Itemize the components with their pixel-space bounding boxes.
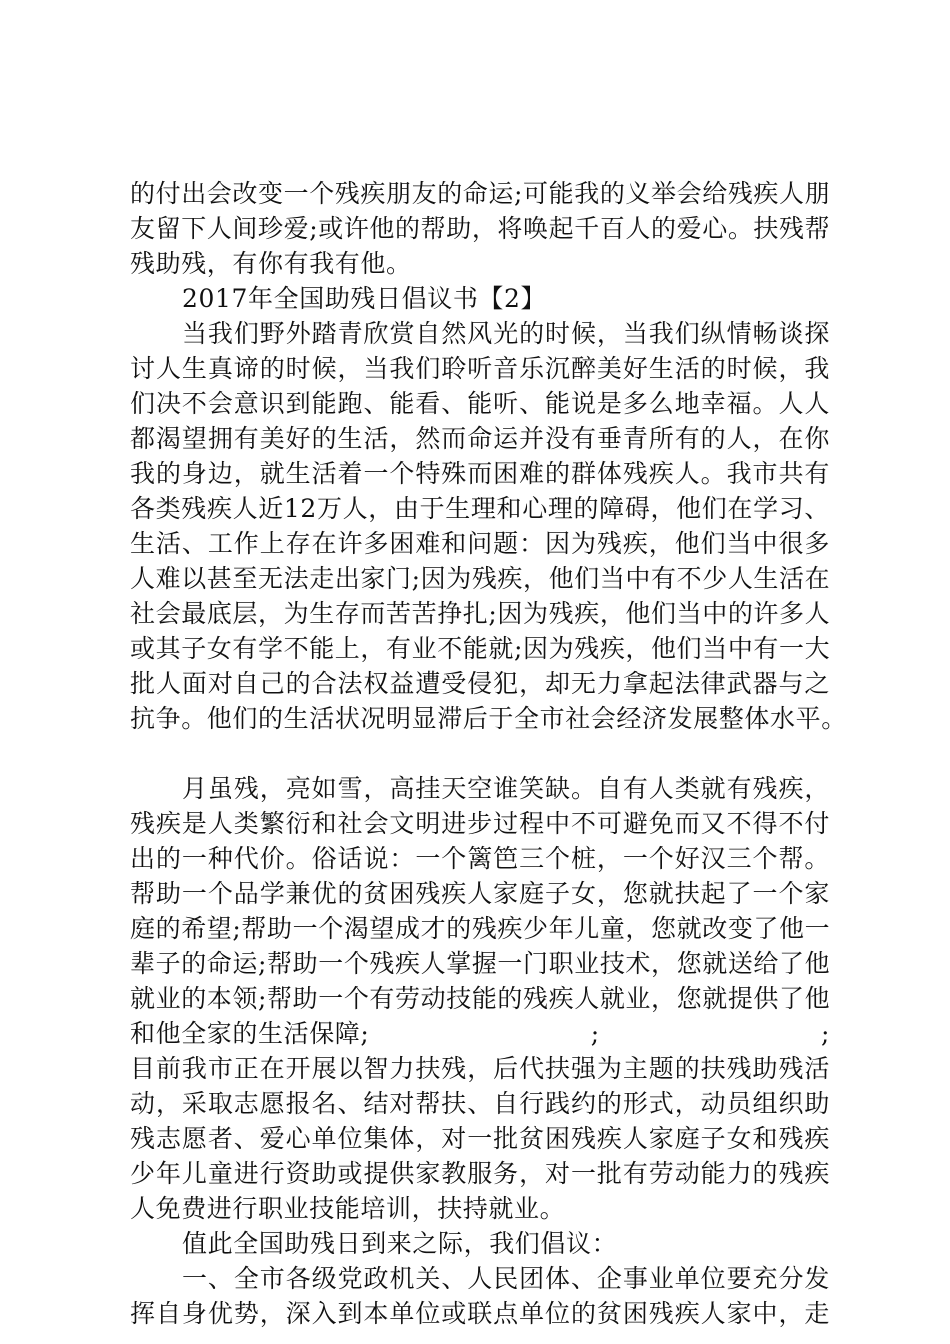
paragraph-line: 批人面对自己的合法权益遭受侵犯，却无力拿起法律武器与之 xyxy=(130,669,830,698)
paragraph-line: 社会最底层，为生存而苦苦挣扎;因为残疾，他们当中的许多人 xyxy=(130,599,831,628)
paragraph-line: 人难以甚至无法走出家门;因为残疾，他们当中有不少人生活在 xyxy=(130,564,831,593)
proposal-intro: 值此全国助残日到来之际，我们倡议： xyxy=(182,1229,618,1258)
paragraph-line: 都渴望拥有美好的生活，然而命运并没有垂青所有的人，在你 xyxy=(130,424,830,453)
paragraph-line: 或其子女有学不能上，有业不能就;因为残疾，他们当中有一大 xyxy=(130,634,831,663)
paragraph-line: 们决不会意识到能跑、能看、能听、能说是多么地幸福。人人 xyxy=(130,389,830,418)
text-line: 的付出会改变一个残疾朋友的命运;可能我的义举会给残疾人朋 xyxy=(130,179,831,208)
paragraph-line: 出的一种代价。俗话说：一个篱笆三个桩，一个好汉三个帮。 xyxy=(130,844,830,873)
paragraph-line: 当我们野外踏青欣赏自然风光的时候，当我们纵情畅谈探 xyxy=(182,319,830,348)
proposal-line: 挥自身优势，深入到本单位或联点单位的贫困残疾人家中，走 xyxy=(130,1299,830,1328)
paragraph-line: 就业的本领;帮助一个有劳动技能的残疾人就业，您就提供了他 xyxy=(130,984,831,1013)
proposal-line: 一、全市各级党政机关、人民团体、企事业单位要充分发 xyxy=(182,1264,830,1293)
semicolon-line-first: 和他全家的生活保障; xyxy=(130,1019,370,1048)
paragraph-line: 残志愿者、爱心单位集体，对一批贫困残疾人家庭子女和残疾 xyxy=(130,1124,830,1153)
paragraph-line: 抗争。他们的生活状况明显滞后于全市社会经济发展整体水平。 xyxy=(130,704,847,733)
paragraph-line: 生活、工作上存在许多困难和问题：因为残疾，他们当中很多 xyxy=(130,529,830,558)
paragraph-line: 帮助一个品学兼优的贫困残疾人家庭子女，您就扶起了一个家 xyxy=(130,879,830,908)
text-line: 残助残，有你有我有他。 xyxy=(130,249,412,278)
semicolon-line xyxy=(130,1016,830,1051)
paragraph-line: 目前我市正在开展以智力扶残，后代扶强为主题的扶残助残活 xyxy=(130,1054,830,1083)
blank-line xyxy=(130,736,830,771)
semicolon-line-second: ; xyxy=(590,1019,600,1048)
semicolon-line-third: ; xyxy=(820,1019,830,1048)
paragraph-line: 少年儿童进行资助或提供家教服务，对一批有劳动能力的残疾 xyxy=(130,1159,830,1188)
paragraph-line: 人免费进行职业技能培训，扶持就业。 xyxy=(130,1194,566,1223)
paragraph-line: 各类残疾人近12万人，由于生理和心理的障碍，他们在学习、 xyxy=(130,494,830,523)
text-line: 友留下人间珍爱;或许他的帮助，将唤起千百人的爱心。扶残帮 xyxy=(130,214,831,243)
document-body xyxy=(130,176,847,1331)
paragraph-line: 辈子的命运;帮助一个残疾人掌握一门职业技术，您就送给了他 xyxy=(130,949,831,978)
paragraph-line: 残疾是人类繁衍和社会文明进步过程中不可避免而又不得不付 xyxy=(130,809,830,838)
paragraph-line: 动，采取志愿报名、结对帮扶、自行践约的形式，动员组织助 xyxy=(130,1089,830,1118)
paragraph-line: 月虽残，亮如雪，高挂天空谁笑缺。自有人类就有残疾， xyxy=(182,774,830,803)
paragraph-line: 庭的希望;帮助一个渴望成才的残疾少年儿童，您就改变了他一 xyxy=(130,914,831,943)
paragraph-line: 讨人生真谛的时候，当我们聆听音乐沉醉美好生活的时候，我 xyxy=(130,354,830,383)
paragraph-line: 我的身边，就生活着一个特殊而困难的群体残疾人。我市共有 xyxy=(130,459,830,488)
section-heading: 2017年全国助残日倡议书【2】 xyxy=(182,284,547,313)
